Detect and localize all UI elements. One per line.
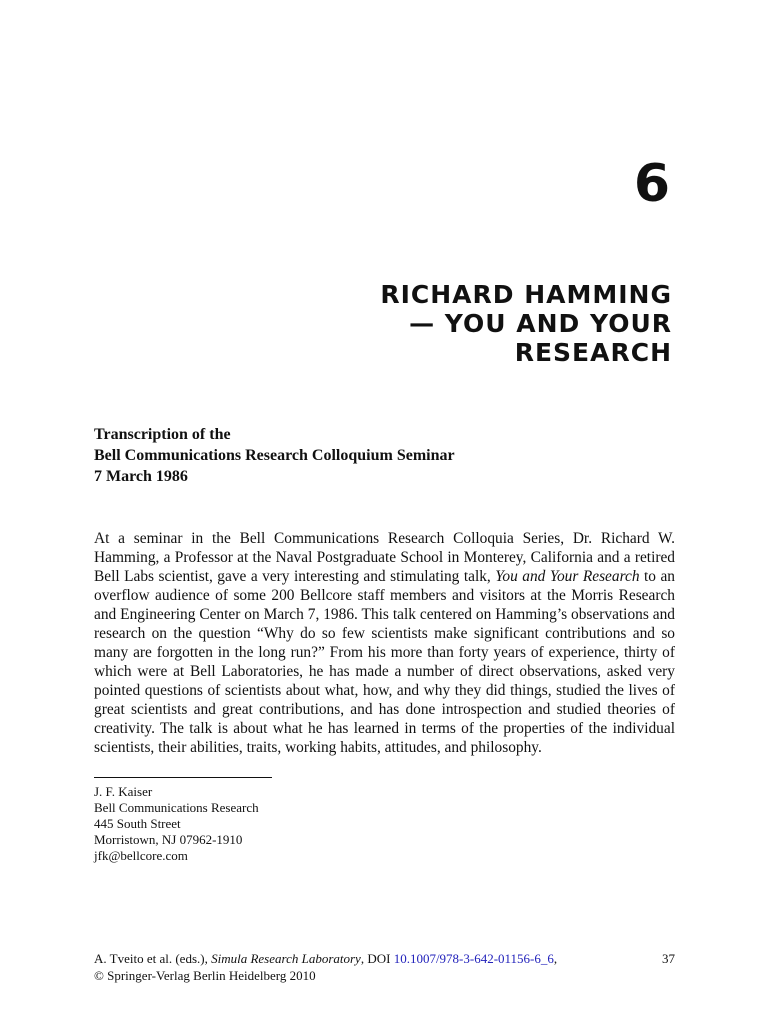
citation-editors: A. Tveito et al. (eds.), <box>94 951 212 966</box>
subtitle-line: Bell Communications Research Colloquium Seminar <box>94 447 455 464</box>
author-email: jfk@bellcore.com <box>94 848 188 863</box>
subtitle-line: 7 March 1986 <box>94 468 188 485</box>
chapter-title <box>212 280 672 367</box>
chapter-title-line: RICHARD HAMMING <box>380 280 672 309</box>
author-name: J. F. Kaiser <box>94 784 153 799</box>
affiliation-city: Morristown, NJ 07962-1910 <box>94 832 243 847</box>
author-affiliation <box>94 784 259 864</box>
doi-link[interactable]: 10.1007/978-3-642-01156-6_6 <box>393 951 554 966</box>
chapter-title-line: — YOU AND YOUR <box>409 309 672 338</box>
affiliation-street: 445 South Street <box>94 816 181 831</box>
affiliation-organization: Bell Communications Research <box>94 800 259 815</box>
subtitle-line: Transcription of the <box>94 426 231 443</box>
copyright-line: © Springer-Verlag Berlin Heidelberg 2010 <box>94 968 316 983</box>
abstract-text-start: At a seminar in the Bell Communications Research Colloquia Series, Dr. Richard W. Hamming, a Professor at the Naval Postgraduate School in Monterey, California and a retired Bell Labs scientist, gave a very interesting and stimulating talk, <box>94 530 675 585</box>
chapter-title-line: RESEARCH <box>514 338 672 367</box>
talk-title: You and Your Research <box>495 568 640 585</box>
citation-line <box>94 950 675 967</box>
abstract-text-end: to an overflow audience of some 200 Bellcore staff members and visitors at the Morris Research and Engineering Center on March 7, 1986. This talk centered on Hamming’s observations and research on the question “Why do so few scientists make significant contributions and so many are forgotten in the long run?” From his more than forty years of experience, thirty of which were at Bell Laboratories, he has made a number of direct observations, asked very pointed questions of scientists about what, how, and why they did things, studied the lives of great scientists and great contributions, and has done introspection and studied theories of creativity. The talk is about what he has learned in terms of the properties of the individual scientists, their abilities, traits, working habits, attitudes, and philosophy. <box>94 568 675 756</box>
citation-book-title: Simula Research Laboratory <box>211 951 361 966</box>
abstract-paragraph <box>94 529 675 757</box>
page-footer <box>94 950 675 984</box>
chapter-number: 6 <box>633 154 670 214</box>
citation-doi-label: , DOI <box>360 951 394 966</box>
transcription-subtitle <box>94 424 455 487</box>
page-number: 37 <box>662 951 675 966</box>
citation-doi-suffix: , <box>553 951 558 966</box>
footnote-divider <box>94 777 272 778</box>
